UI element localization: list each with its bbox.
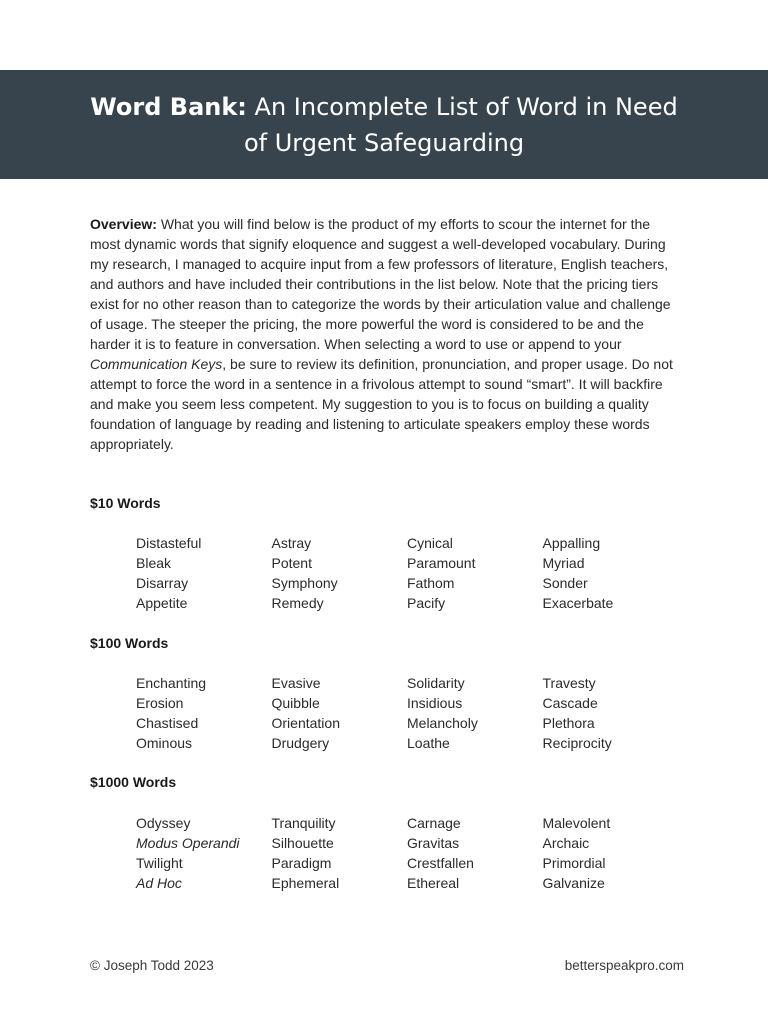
word-list-1000 [136,813,696,893]
word-item: Reciprocity [542,735,612,751]
word-item: Ephemeral [271,875,340,891]
page-title-bold: Word Bank: [90,92,247,121]
tier-heading-100: $100 Words [90,635,169,651]
word-item: Appetite [136,595,188,611]
word-item: Ad Hoc [136,875,182,891]
word-item: Silhouette [271,835,334,851]
copyright-notice: © Joseph Todd 2023 [90,958,214,973]
word-item: Archaic [542,835,590,851]
word-item: Remedy [271,595,324,611]
word-item: Enchanting [136,675,207,691]
word-item: Paradigm [271,855,332,871]
overview-text-1: What you will find below is the product of my efforts to scour the internet for the most dynamic words that signify eloquence and suggest a well-developed vocabulary. During my research, I managed to acquire input from a few professors of literature, English teachers, and authors and have included their contributions in the list below. Note that the pricing tiers exist for no other reason than to categorize the words by their articulation value and challenge of usage. The steeper the pricing, the more powerful the word is considered to be and the harder it is to feature in conversation. When selecting a word to use or append to your [90,216,671,352]
word-item: Tranquility [271,815,336,831]
word-item: Chastised [136,715,199,731]
word-item: Orientation [271,715,340,731]
word-item: Evasive [271,675,321,691]
word-item: Erosion [136,695,184,711]
word-item: Disarray [136,575,189,591]
tier-heading-10: $10 Words [90,495,161,511]
tier-heading-1000: $1000 Words [90,774,177,790]
word-item: Ethereal [407,875,460,891]
overview-emphasis: Communication Keys [90,356,223,372]
word-item: Gravitas [407,835,460,851]
word-item: Malevolent [542,815,611,831]
overview-label: Overview: [90,216,157,232]
word-item: Crestfallen [407,855,474,871]
word-item: Loathe [407,735,450,751]
word-item: Sonder [542,575,588,591]
website-url: betterspeakpro.com [564,958,684,973]
word-item: Drudgery [271,735,330,751]
word-item: Solidarity [407,675,465,691]
word-item: Quibble [271,695,320,711]
word-item: Cascade [542,695,598,711]
title-banner [0,70,768,179]
word-item: Carnage [407,815,461,831]
word-item: Ominous [136,735,193,751]
overview-text-2: , be sure to review its definition, pronunciation, and proper usage. Do not attempt to force the word in a sentence in a frivolous attempt to sound “smart”. It will backfire and make you seem less competent. My suggestion to you is to focus on building a quality foundation of language by reading and listening to articulate speakers employ these words appropriately. [90,356,673,452]
word-item: Appalling [542,535,601,551]
word-item: Astray [271,535,312,551]
page-title [84,89,684,161]
word-item: Primordial [542,855,606,871]
overview-paragraph [90,214,680,454]
word-item: Myriad [542,555,585,571]
word-item: Travesty [542,675,596,691]
word-item: Melancholy [407,715,478,731]
word-item: Insidious [407,695,463,711]
word-item: Bleak [136,555,172,571]
word-list-10 [136,533,696,613]
word-item: Twilight [136,855,183,871]
word-item: Exacerbate [542,595,614,611]
word-item: Cynical [407,535,453,551]
word-item: Modus Operandi [136,835,240,851]
word-item: Galvanize [542,875,605,891]
word-item: Paramount [407,555,476,571]
word-item: Fathom [407,575,455,591]
word-item: Symphony [271,575,338,591]
word-item: Potent [271,555,312,571]
word-item: Pacify [407,595,446,611]
word-item: Distasteful [136,535,202,551]
word-item: Odyssey [136,815,191,831]
word-item: Plethora [542,715,595,731]
word-list-100 [136,673,696,753]
page-title-rest: An Incomplete List of Word in Need of Urgent Safeguarding [243,92,678,157]
